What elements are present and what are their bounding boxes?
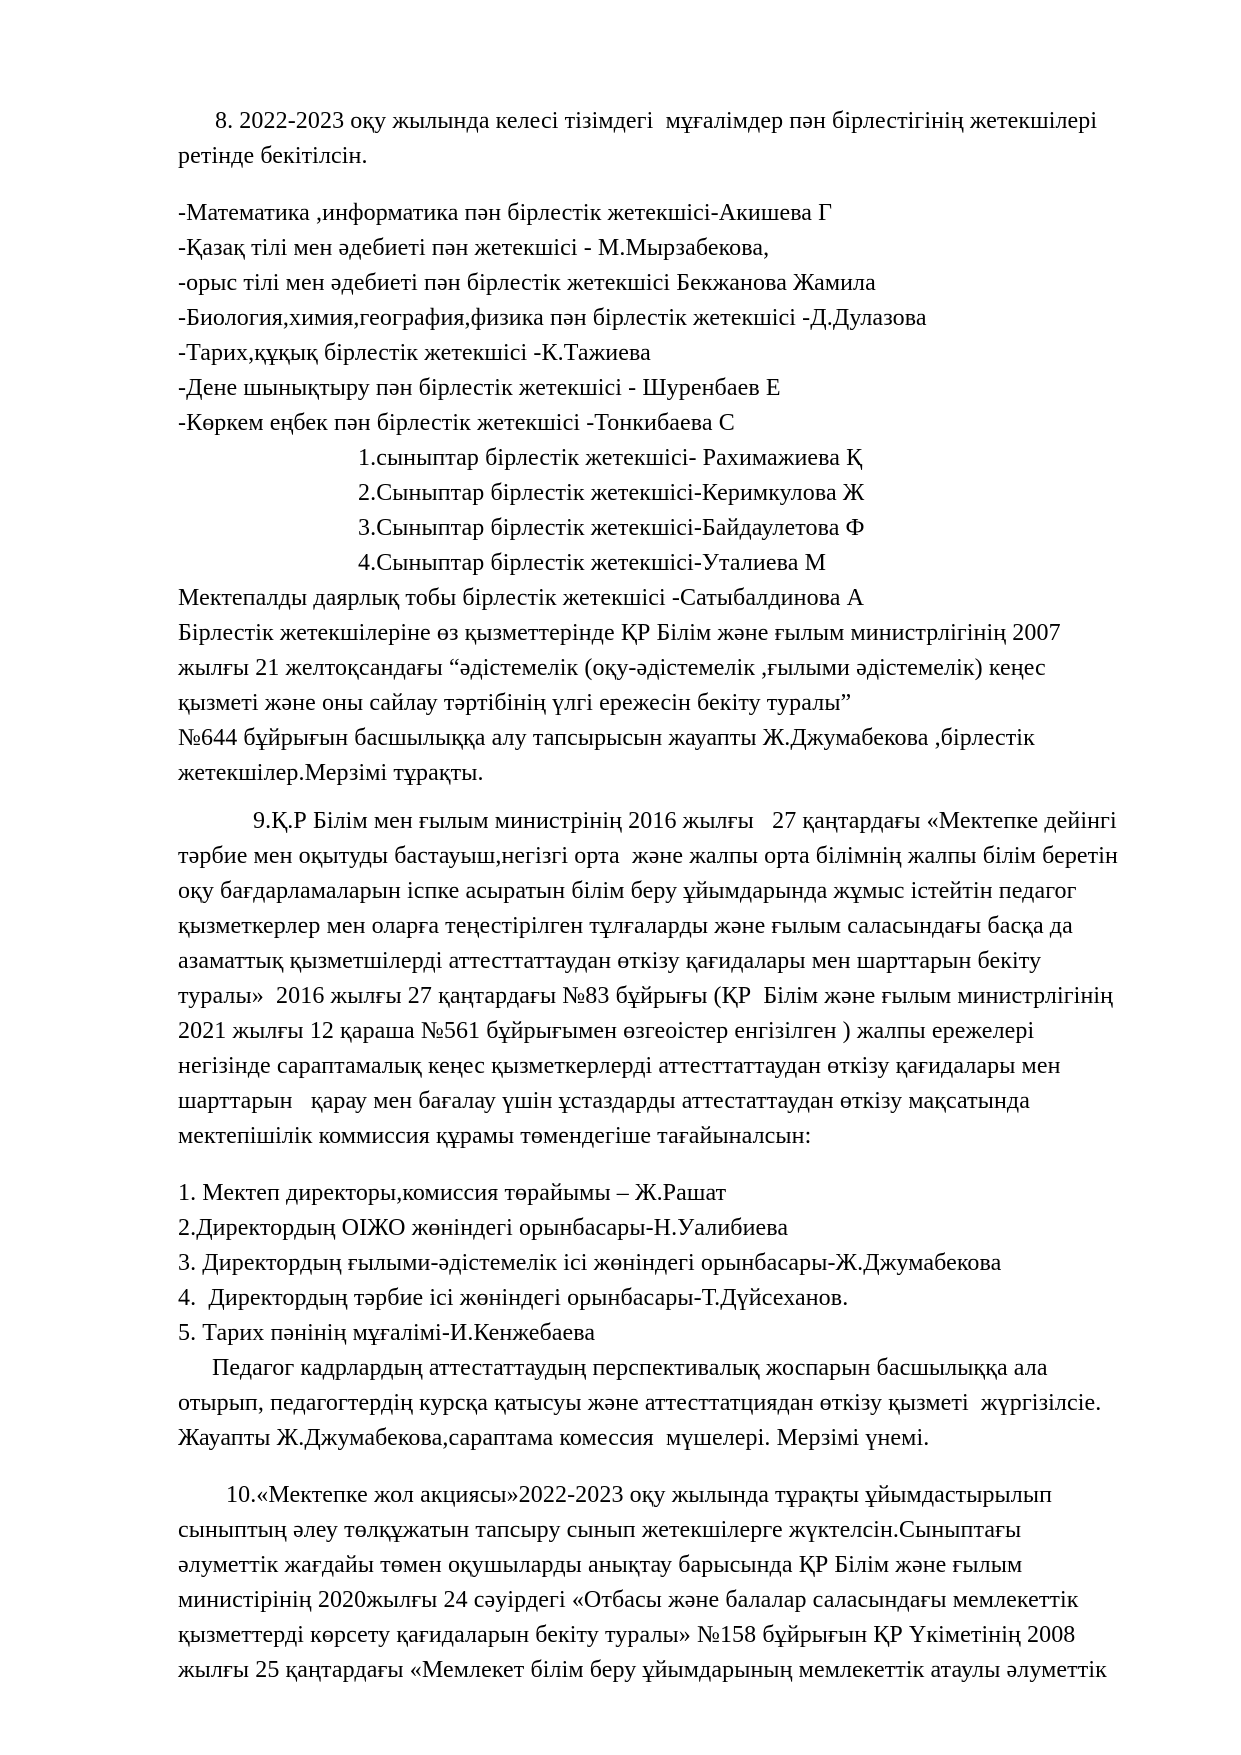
text-line: 2.Директордың ОІЖО жөніндегі орынбасары-Н.Уалибиева bbox=[178, 1215, 789, 1241]
text-line: -Тарих,құқық бірлестік жетекшісі -К.Тажиева bbox=[178, 340, 651, 366]
text-line: қызметтерді көрсету қағидаларын бекіту туралы» №158 бұйрығын ҚР Үкіметінің 2008 bbox=[178, 1622, 1076, 1648]
text-line: 2021 жылғы 12 қараша №561 бұйрығымен өзгеоістер енгізілген ) жалпы ережелері bbox=[178, 1018, 1035, 1044]
text-line: Педагог кадрлардың аттестаттаудың перспективалық жоспарын басшылыққа ала bbox=[212, 1355, 1048, 1381]
blank-line bbox=[178, 1456, 1178, 1478]
text-line: оқу бағдарламаларын іспке асыратын білім беру ұйымдарында жұмыс істейтін педагог bbox=[178, 878, 1077, 904]
text-line: 5. Тарих пәнінің мұғалімі-И.Кенжебаева bbox=[178, 1320, 596, 1346]
text-line: Жауапты Ж.Джумабекова,сараптама комессия мүшелері. Мерзімі үнемі. bbox=[178, 1425, 930, 1451]
text-line: -Биология,химия,география,физика пән бірлестік жетекшісі -Д.Дулазова bbox=[178, 305, 927, 331]
text-line: -Қазақ тілі мен әдебиеті пән жетекшісі - М.Мырзабекова, bbox=[178, 235, 770, 261]
text-line: туралы» 2016 жылғы 27 қаңтардағы №83 бұйрығы (ҚР Білім және ғылым министрлігінің bbox=[178, 983, 1114, 1009]
text-line: 1. Мектеп директоры,комиссия төрайымы – Ж.Рашат bbox=[178, 1180, 727, 1206]
text-line: ретінде бекітілсін. bbox=[178, 143, 368, 169]
text-line: қызметкерлер мен оларға теңестірілген тұлғаларды және ғылым саласындағы басқа да bbox=[178, 913, 1073, 939]
text-line: жылғы 21 желтоқсандағы “әдістемелік (оқу-әдістемелік ,ғылыми әдістемелік) кеңес bbox=[178, 655, 1046, 681]
text-line: -орыс тілі мен әдебиеті пән бірлестік жетекшісі Бекжанова Жамила bbox=[178, 270, 876, 296]
text-line: отырып, педагогтердің курсқа қатысуы және аттесттатциядан өткізу қызметі жүргізілсіе. bbox=[178, 1390, 1102, 1416]
text-line: 9.Қ.Р Білім мен ғылым министрінің 2016 жылғы 27 қаңтардағы «Мектепке дейінгі bbox=[253, 808, 1117, 834]
text-line: №644 бұйрығын басшылыққа алу тапсырысын жауапты Ж.Джумабекова ,бірлестік bbox=[178, 725, 1035, 751]
text-line: 4.Сыныптар бірлестік жетекшісі-Уталиева М bbox=[358, 550, 827, 576]
text-line: шарттарын қарау мен бағалау үшін ұстаздарды аттестаттаудан өткізу мақсатында bbox=[178, 1088, 1030, 1114]
text-line: Мектепалды даярлық тобы бірлестік жетекшісі -Сатыбалдинова А bbox=[178, 585, 865, 611]
blank-line bbox=[178, 174, 1178, 196]
text-line: азаматтық қызметшілерді аттесттаттаудан өткізу қағидалары мен шарттарын бекіту bbox=[178, 948, 1042, 974]
text-line: -Дене шынықтыру пән бірлестік жетекшісі - Шуренбаев Е bbox=[178, 375, 781, 401]
text-line: жетекшілер.Мерзімі тұрақты. bbox=[178, 760, 484, 786]
blank-line bbox=[178, 791, 1178, 804]
text-line: тәрбие мен оқытуды бастауыш,негізгі орта және жалпы орта білімнің жалпы білім беретін bbox=[178, 843, 1118, 869]
document-body bbox=[178, 104, 1178, 1688]
text-line: 3. Директордың ғылыми-әдістемелік ісі жөніндегі орынбасары-Ж.Джумабекова bbox=[178, 1250, 1002, 1276]
text-line: министірінің 2020жылғы 24 сәуірдегі «Отбасы және балалар саласындағы мемлекеттік bbox=[178, 1587, 1079, 1613]
text-line: 2.Сыныптар бірлестік жетекшісі-Керимкулова Ж bbox=[358, 480, 865, 506]
text-line: сыныптың әлеу төлқұжатын тапсыру сынып жетекшілерге жүктелсін.Сыныптағы bbox=[178, 1517, 1022, 1543]
text-line: әлуметтік жағдайы төмен оқушыларды анықтау барысында ҚР Білім және ғылым bbox=[178, 1552, 1023, 1578]
text-line: -Математика ,информатика пән бірлестік жетекшісі-Акишева Г bbox=[178, 200, 833, 226]
text-line: мектепішілік коммиссия құрамы төмендегіше тағайыналсын: bbox=[178, 1123, 812, 1149]
text-line: Бірлестік жетекшілеріне өз қызметтерінде ҚР Білім және ғылым министрлігінің 2007 bbox=[178, 620, 1061, 646]
text-line: қызметі және оны сайлау тәртібінің үлгі ережесін бекіту туралы” bbox=[178, 690, 852, 716]
text-line: негізінде сараптамалық кеңес қызметкерлерді аттесттаттаудан өткізу қағидалары мен bbox=[178, 1053, 1061, 1079]
text-line: 10.«Мектепке жол акциясы»2022-2023 оқу жылында тұрақты ұйымдастырылып bbox=[226, 1482, 1053, 1508]
text-line: 8. 2022-2023 оқу жылында келесі тізімдегі мұғалімдер пән бірлестігінің жетекшілері bbox=[215, 108, 1098, 134]
text-line: -Көркем еңбек пән бірлестік жетекшісі -Тонкибаева С bbox=[178, 410, 735, 436]
text-line: 3.Сыныптар бірлестік жетекшісі-Байдаулетова Ф bbox=[358, 515, 865, 541]
text-line: жылғы 25 қаңтардағы «Мемлекет білім беру ұйымдарының мемлекеттік атаулы әлуметтік bbox=[178, 1657, 1107, 1683]
text-line: 1.сыныптар бірлестік жетекшісі- Рахимажиева Қ bbox=[358, 445, 863, 471]
text-line: 4. Директордың тәрбие ісі жөніндегі орынбасары-Т.Дүйсеханов. bbox=[178, 1285, 849, 1311]
blank-line bbox=[178, 1154, 1178, 1176]
